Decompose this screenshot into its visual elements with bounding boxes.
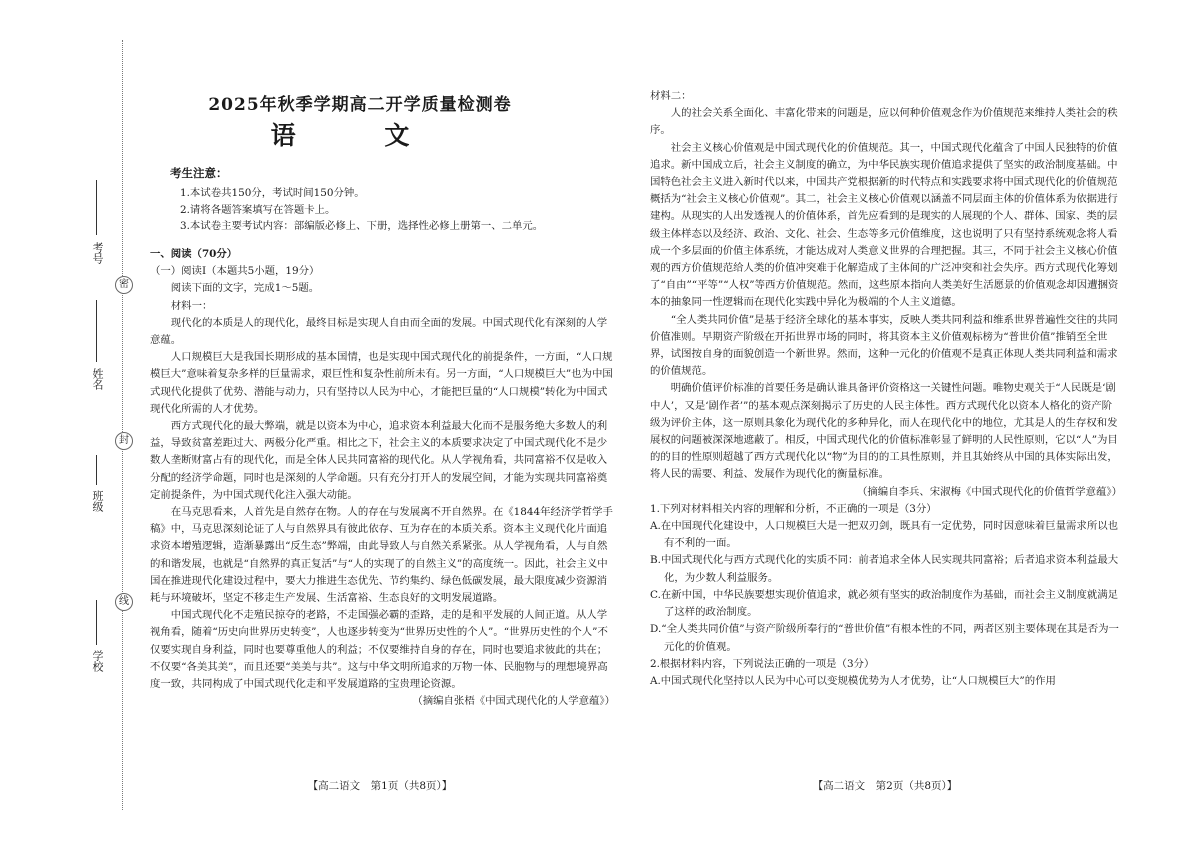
instruction-text: 阅读下面的文字，完成1～5题。 xyxy=(170,282,320,295)
paragraph: 社会主义核心价值观是中国式现代化的价值规范。其一，中国式现代化蕴含了中国人民独特的价值追求。新中国成立后，社会主义制度的确立，为中华民族实现价值追求提供了坚实的政治制度基础。中国特色社会主义进入新时代以来，中国共产党根据新的时代特点和实践要求将中国式现代化的价值规范概括为“社会主义核心价值观”。其二，社会主义核心价值观以涵盖不同层面主体的价值体系为依据进行建构。从现实的人出发透视人的价值体系，首先应看到的是现实的人展现的个人、群体、国家、类的层级主体样态以及经济、政治、文化、社会、生态等多元价值维度，这也说明了只有坚持系统观念将人看成一个多层面的价值主体系统，才能达成对人类意义世界的合理把握。其三，不同于社会主义核心价值观的西方价值规范给人类的价值冲突难于化解造成了主体间的广泛冲突和社会失序。西方式现代化筹划了“自由”“平等”“人权”等西方价值规范。然而，这些原本指向人类美好生活愿景的价值观念却因遭捆资本的抽象同一性逻辑而在现代化实践中异化为极端的个人主义道德。 xyxy=(650,141,1119,309)
answer-option: A.在中国现代化建设中，人口规模巨大是一把双刃剑，既具有一定优势，同时因意味着巨量需求所以也有不利的一面。 xyxy=(650,520,1118,550)
source-citation: （摘编自张梧《中国式现代化的人学意蕴》） xyxy=(412,695,615,708)
school-label: 学校 xyxy=(91,650,104,672)
page-right xyxy=(640,0,1130,848)
exam-no-line xyxy=(96,180,97,235)
notice-item: 2.请将各题答案填写在答题卡上。 xyxy=(180,203,336,216)
seal-mark: 密 xyxy=(115,276,133,294)
school-line xyxy=(96,600,97,645)
seal-mark: 封 xyxy=(115,432,133,450)
answer-option: C.在新中国，中华民族要想实现价值追求，就必须有坚实的政治制度作为基础，而社会主义制度就满足了这样的政治制度。 xyxy=(650,588,1119,619)
name-label: 姓名 xyxy=(91,368,104,390)
page-footer: 【高二语文 第1页（共8页）】 xyxy=(307,780,453,792)
paragraph: 明确价值评价标准的首要任务是确认谁具备评价资格这一关键性问题。唯物史观关于“人民既是‘剧中人’，又是‘剧作者’”的基本观点深刻揭示了历史的人民主体性。西方式现代化以资本人格化的资产阶级为评价主体，这一原则具象化为现代化的多种异化，而人在现代化中的地位，尤其是人的生存权和发展权的问题被深深地遮蔽了。相反，中国式现代化的价值标准彰显了鲜明的人民性原则，它以“人”为目的的目的性原则超越了西方式现代化以“物”为目的的工具性原则，并且其始终从中国的具体实际出发，将人民的需要、利益、发展作为现代化的衡量标准。 xyxy=(650,382,1118,481)
seal-mark: 线 xyxy=(115,593,133,611)
answer-option: D.“全人类共同价值”与资产阶级所奉行的“普世价值”有根本性的不同，两者区别主要体现在其是否为一元化的价值观。 xyxy=(650,623,1119,653)
question-stem: 1.下列对材料相关内容的理解和分析，不正确的一项是（3分） xyxy=(650,502,937,515)
material-label: 材料一： xyxy=(170,299,213,312)
name-line xyxy=(96,300,97,362)
subject-title: 语 文 xyxy=(270,121,450,150)
paragraph: 人口规模巨大是我国长期形成的基本国情，也是实现中国式现代化的前提条件，一方面，“人口规模巨大”意味着复杂多样的巨量需求，艰巨性和复杂性前所未有。另一方面，“人口规模巨大”也为中国式现代化提供了优势、潜能与动力，只有坚持以人民为中心，才能把巨量的“人口规模”转化为中国式现代化所需的人才优势。 xyxy=(150,351,613,415)
answer-option: A.中国式现代化坚持以人民为中心可以变规模优势为人才优势，让“人口规模巨大”的作用 xyxy=(650,674,1056,687)
paragraph: 在马克思看来，人首先是自然存在物。人的存在与发展离不开自然界。在《1844年经济学哲学手稿》中，马克思深刻论证了人与自然界具有彼此依存、互为存在的本质关系。资本主义现代化片面追求资本增殖逻辑，造渐暴露出“反生态”弊端，由此导致人与自然关系紧张。从人学视角看，人与自然的和谐发展，也就是“自然界的真正复活”与“人的实现了的自然主义”的高度统一。因此，社会主义中国在推进现代化建设过程中，要大力推进生态优先、节约集约、绿色低碳发展，最大限度减少资源消耗与环境破坏，坚定不移走生产发展、生活富裕、生态良好的文明发展道路。 xyxy=(150,506,613,605)
class-line xyxy=(96,455,97,485)
reading-section xyxy=(150,246,615,710)
paragraph: 人的社会关系全面化、丰富化带来的问题是，应以何种价值观念作为价值规范来维持人类社会的秩序。 xyxy=(650,107,1118,137)
question-stem: 2.根据材料内容，下列说法正确的一项是（3分） xyxy=(650,657,875,670)
material-label: 材料二： xyxy=(650,90,692,102)
page-left xyxy=(140,0,620,848)
notice-item: 1.本试卷共150分，考试时间150分钟。 xyxy=(180,187,365,200)
notice-heading: 考生注意： xyxy=(170,166,228,180)
material-two xyxy=(650,88,1122,690)
exam-no-label: 考号 xyxy=(91,242,104,264)
answer-option: B.中国式现代化与西方式现代化的实质不同：前者追求全体人民实现共同富裕；后者追求资本利益最大化，为少数人利益服务。 xyxy=(650,554,1119,584)
subsection-heading: （一）阅读Ⅰ（本题共5小题，19分） xyxy=(150,265,320,278)
exam-title: 2025年秋季学期高二开学质量检测卷 xyxy=(208,95,512,115)
binding-dotted-line xyxy=(122,40,123,810)
paragraph: “全人类共同价值”是基于经济全球化的基本事实，反映人类共同利益和维系世界普遍性交往的共同价值准则。早期资产阶级在开拓世界市场的同时，将其资本主义价值观标榜为“普世价值”推销至全世界，试图按自身的面貌创造一个新世界。然而，这种一元化的价值观不是真正体现人类共同利益和需求的价值规范。 xyxy=(650,313,1118,378)
notice-box xyxy=(170,165,590,235)
source-citation: （摘编自李兵、宋淑梅《中国式现代化的价值哲学意蕴》） xyxy=(857,485,1122,498)
class-label: 班级 xyxy=(91,490,104,512)
paragraph: 西方式现代化的最大弊端，就是以资本为中心，追求资本利益最大化而不是服务绝大多数人的利益，导致贫富差距过大、两极分化严重。相比之下，社会主义的本质要求决定了中国式现代化不是少数人垄断财富占有的现代化，而是全体人民共同富裕的现代化。从人学视角看，共同富裕不仅是收入分配的经济学命题，同时也是深刻的人学命题。只有充分打开人的发展空间，才能为实现共同富裕奠定前提条件，为中国式现代化注入强大动能。 xyxy=(150,420,608,501)
paragraph: 现代化的本质是人的现代化，最终目标是实现人自由而全面的发展。中国式现代化有深刻的人学意蕴。 xyxy=(150,316,608,347)
section-heading: 一、阅读（70分） xyxy=(150,248,238,260)
paragraph: 中国式现代化不走殖民掠夺的老路，不走国强必霸的歪路，走的是和平发展的人间正道。从人学视角看，随着“历史向世界历史转变”，人也逐步转变为“世界历史性的个人”。“世界历史性的个人”不仅要实现自身利益，同时也要尊重他人的利益；不仅要维持自身的存在，同时也要追求彼此的共在；不仅要“各美其美”，而且还要“美美与共”。这与中华文明所追求的万物一体、民胞物与的理想境界高度一致，共同构成了中国式现代化走和平发展道路的宝贵理论资源。 xyxy=(150,609,608,691)
page-footer: 【高二语文 第2页（共8页）】 xyxy=(812,780,958,792)
notice-item: 3.本试卷主要考试内容：部编版必修上、下册，选择性必修上册第一、二单元。 xyxy=(180,220,544,233)
binding-margin xyxy=(0,0,130,848)
